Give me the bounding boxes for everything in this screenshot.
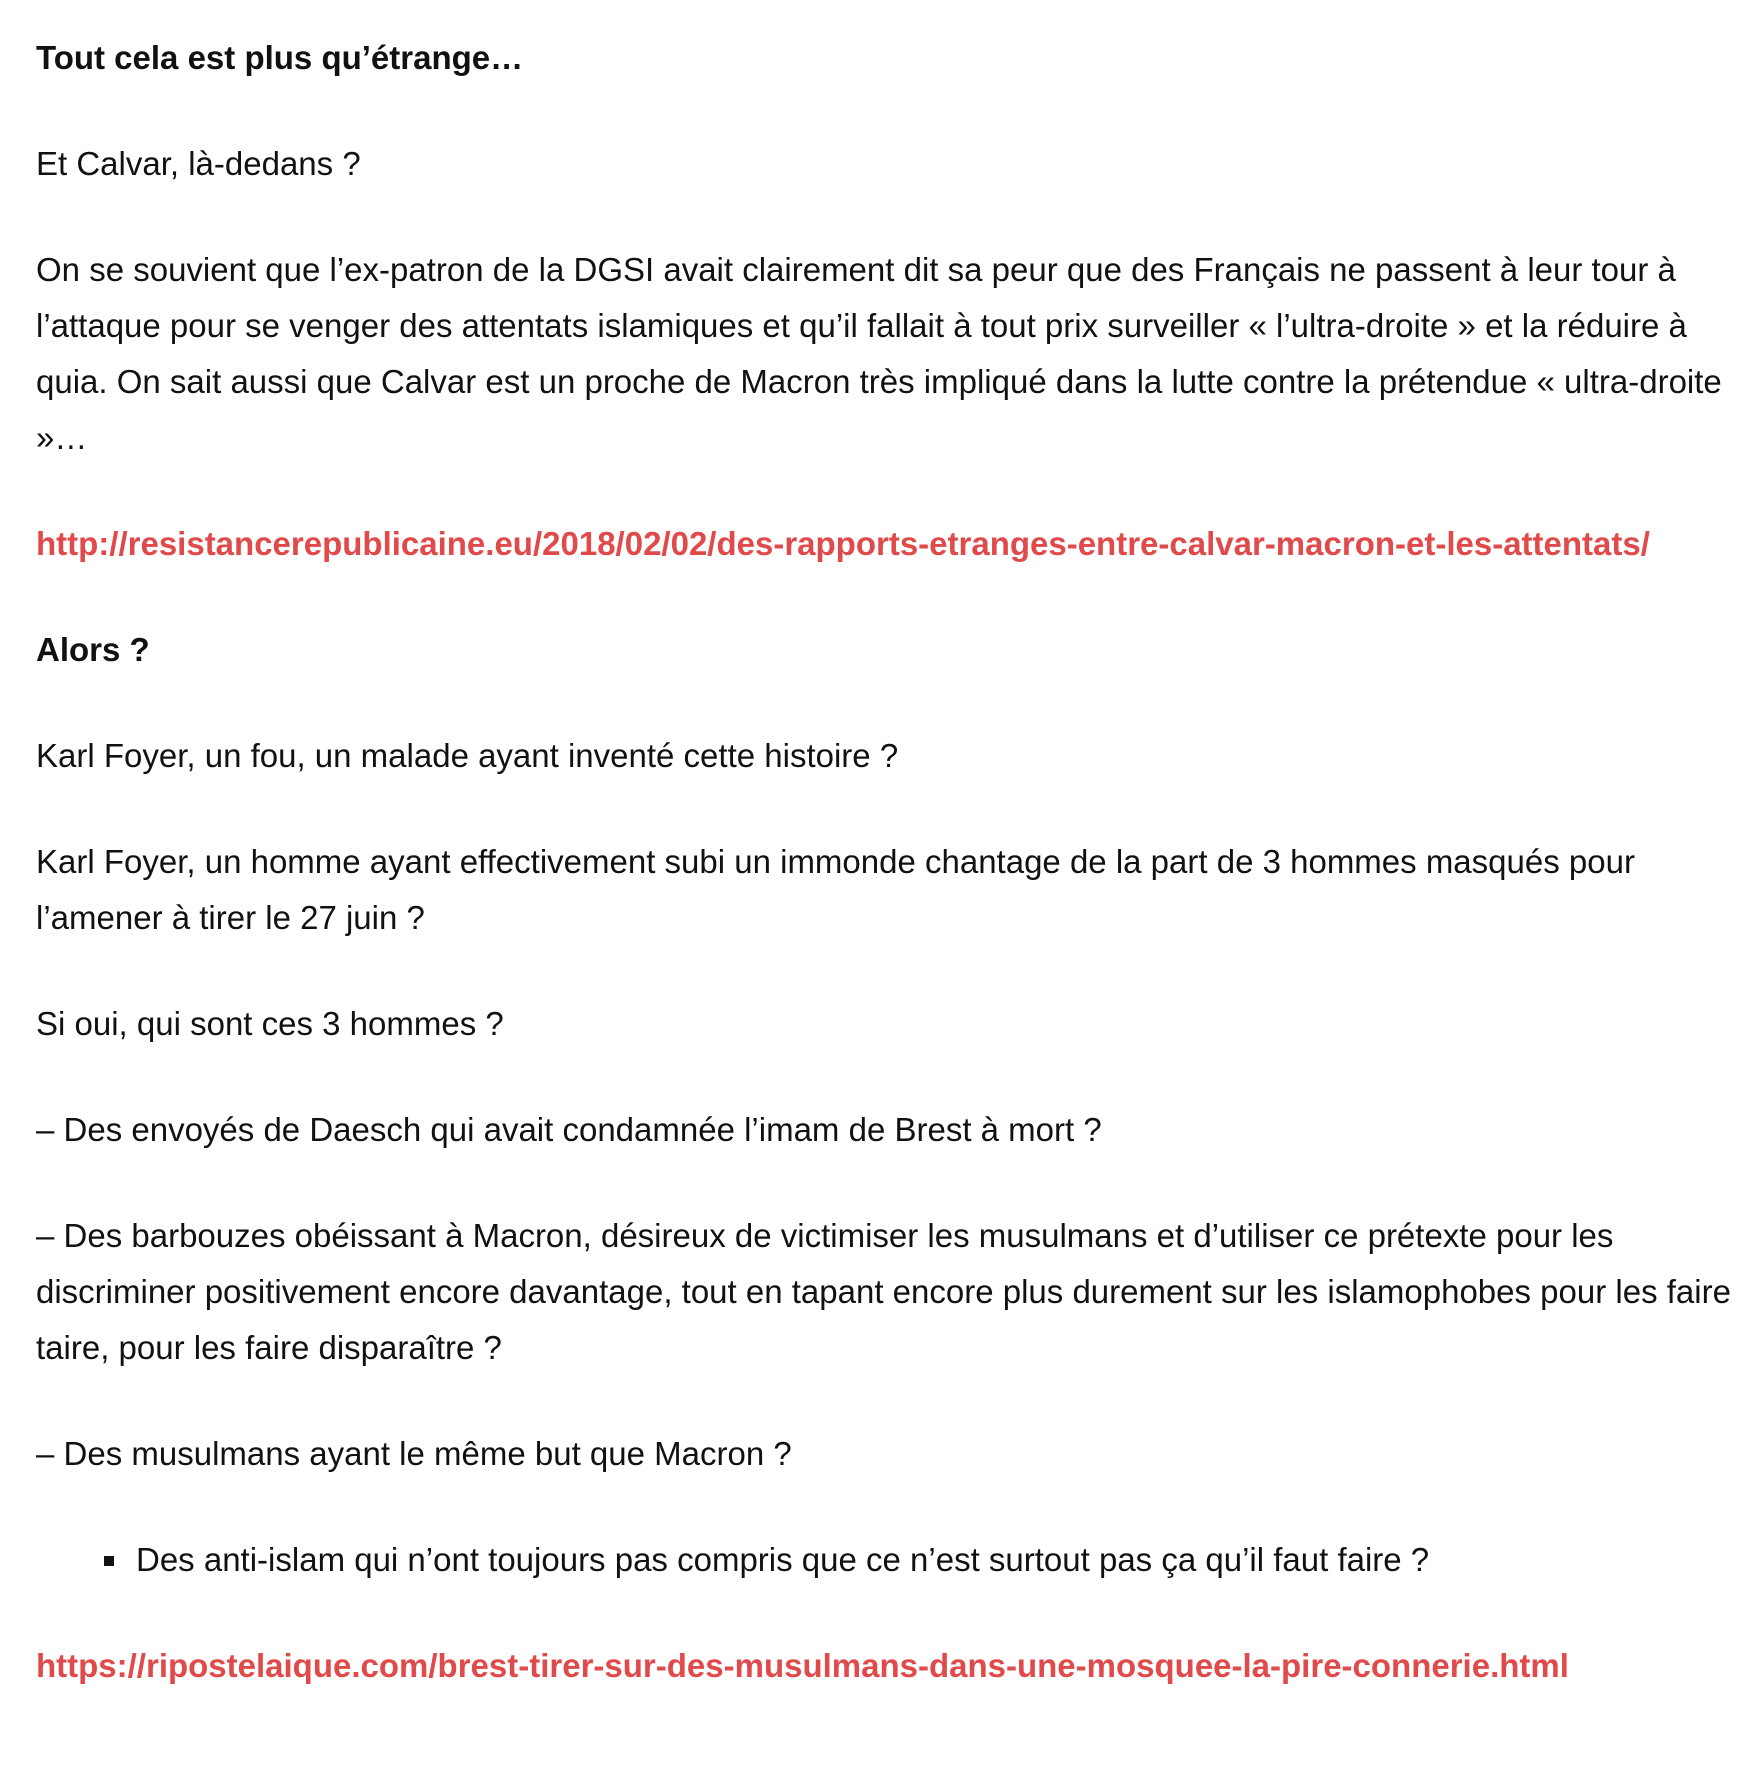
link-paragraph (36, 1638, 1732, 1694)
bullet-list (36, 1532, 1732, 1588)
paragraph: Karl Foyer, un fou, un malade ayant inventé cette histoire ? (36, 737, 899, 774)
square-bullet-icon (104, 1556, 114, 1566)
list-item-text: Des anti-islam qui n’ont toujours pas compris que ce n’est surtout pas ça qu’il faut faire ? (136, 1541, 1430, 1578)
paragraph: On se souvient que l’ex-patron de la DGSI avait clairement dit sa peur que des Français ne passent à leur tour à l’attaque pour se venger des attentats islamiques et qu’il fallait à tout prix surveiller « l’ultra-droite » et la réduire à quia. On sait aussi que Calvar est un proche de Macron très impliqué dans la lutte contre la prétendue « ultra-droite »… (36, 251, 1722, 456)
paragraph: Karl Foyer, un homme ayant effectivement subi un immonde chantage de la part de 3 hommes masqués pour l’amener à tirer le 27 juin ? (36, 843, 1635, 936)
article-link-resistance-republicaine[interactable]: http://resistancerepublicaine.eu/2018/02/02/des-rapports-etranges-entre-calvar-macron-et-les-attentats/ (36, 525, 1650, 562)
section-heading: Alors ? (36, 631, 150, 668)
link-paragraph (36, 516, 1732, 572)
section-heading: Tout cela est plus qu’étrange… (36, 39, 524, 76)
paragraph: – Des barbouzes obéissant à Macron, désireux de victimiser les musulmans et d’utiliser ce prétexte pour les discriminer positivement encore davantage, tout en tapant encore plus durement sur les islamophobes pour les faire taire, pour les faire disparaître ? (36, 1217, 1731, 1366)
paragraph: Et Calvar, là-dedans ? (36, 145, 361, 182)
article-link-riposte-laique[interactable]: https://ripostelaique.com/brest-tirer-sur-des-musulmans-dans-une-mosquee-la-pire-connerie.html (36, 1647, 1569, 1684)
paragraph: – Des envoyés de Daesch qui avait condamnée l’imam de Brest à mort ? (36, 1111, 1102, 1148)
paragraph: Si oui, qui sont ces 3 hommes ? (36, 1005, 504, 1042)
paragraph: – Des musulmans ayant le même but que Macron ? (36, 1435, 792, 1472)
list-item (104, 1532, 1732, 1588)
